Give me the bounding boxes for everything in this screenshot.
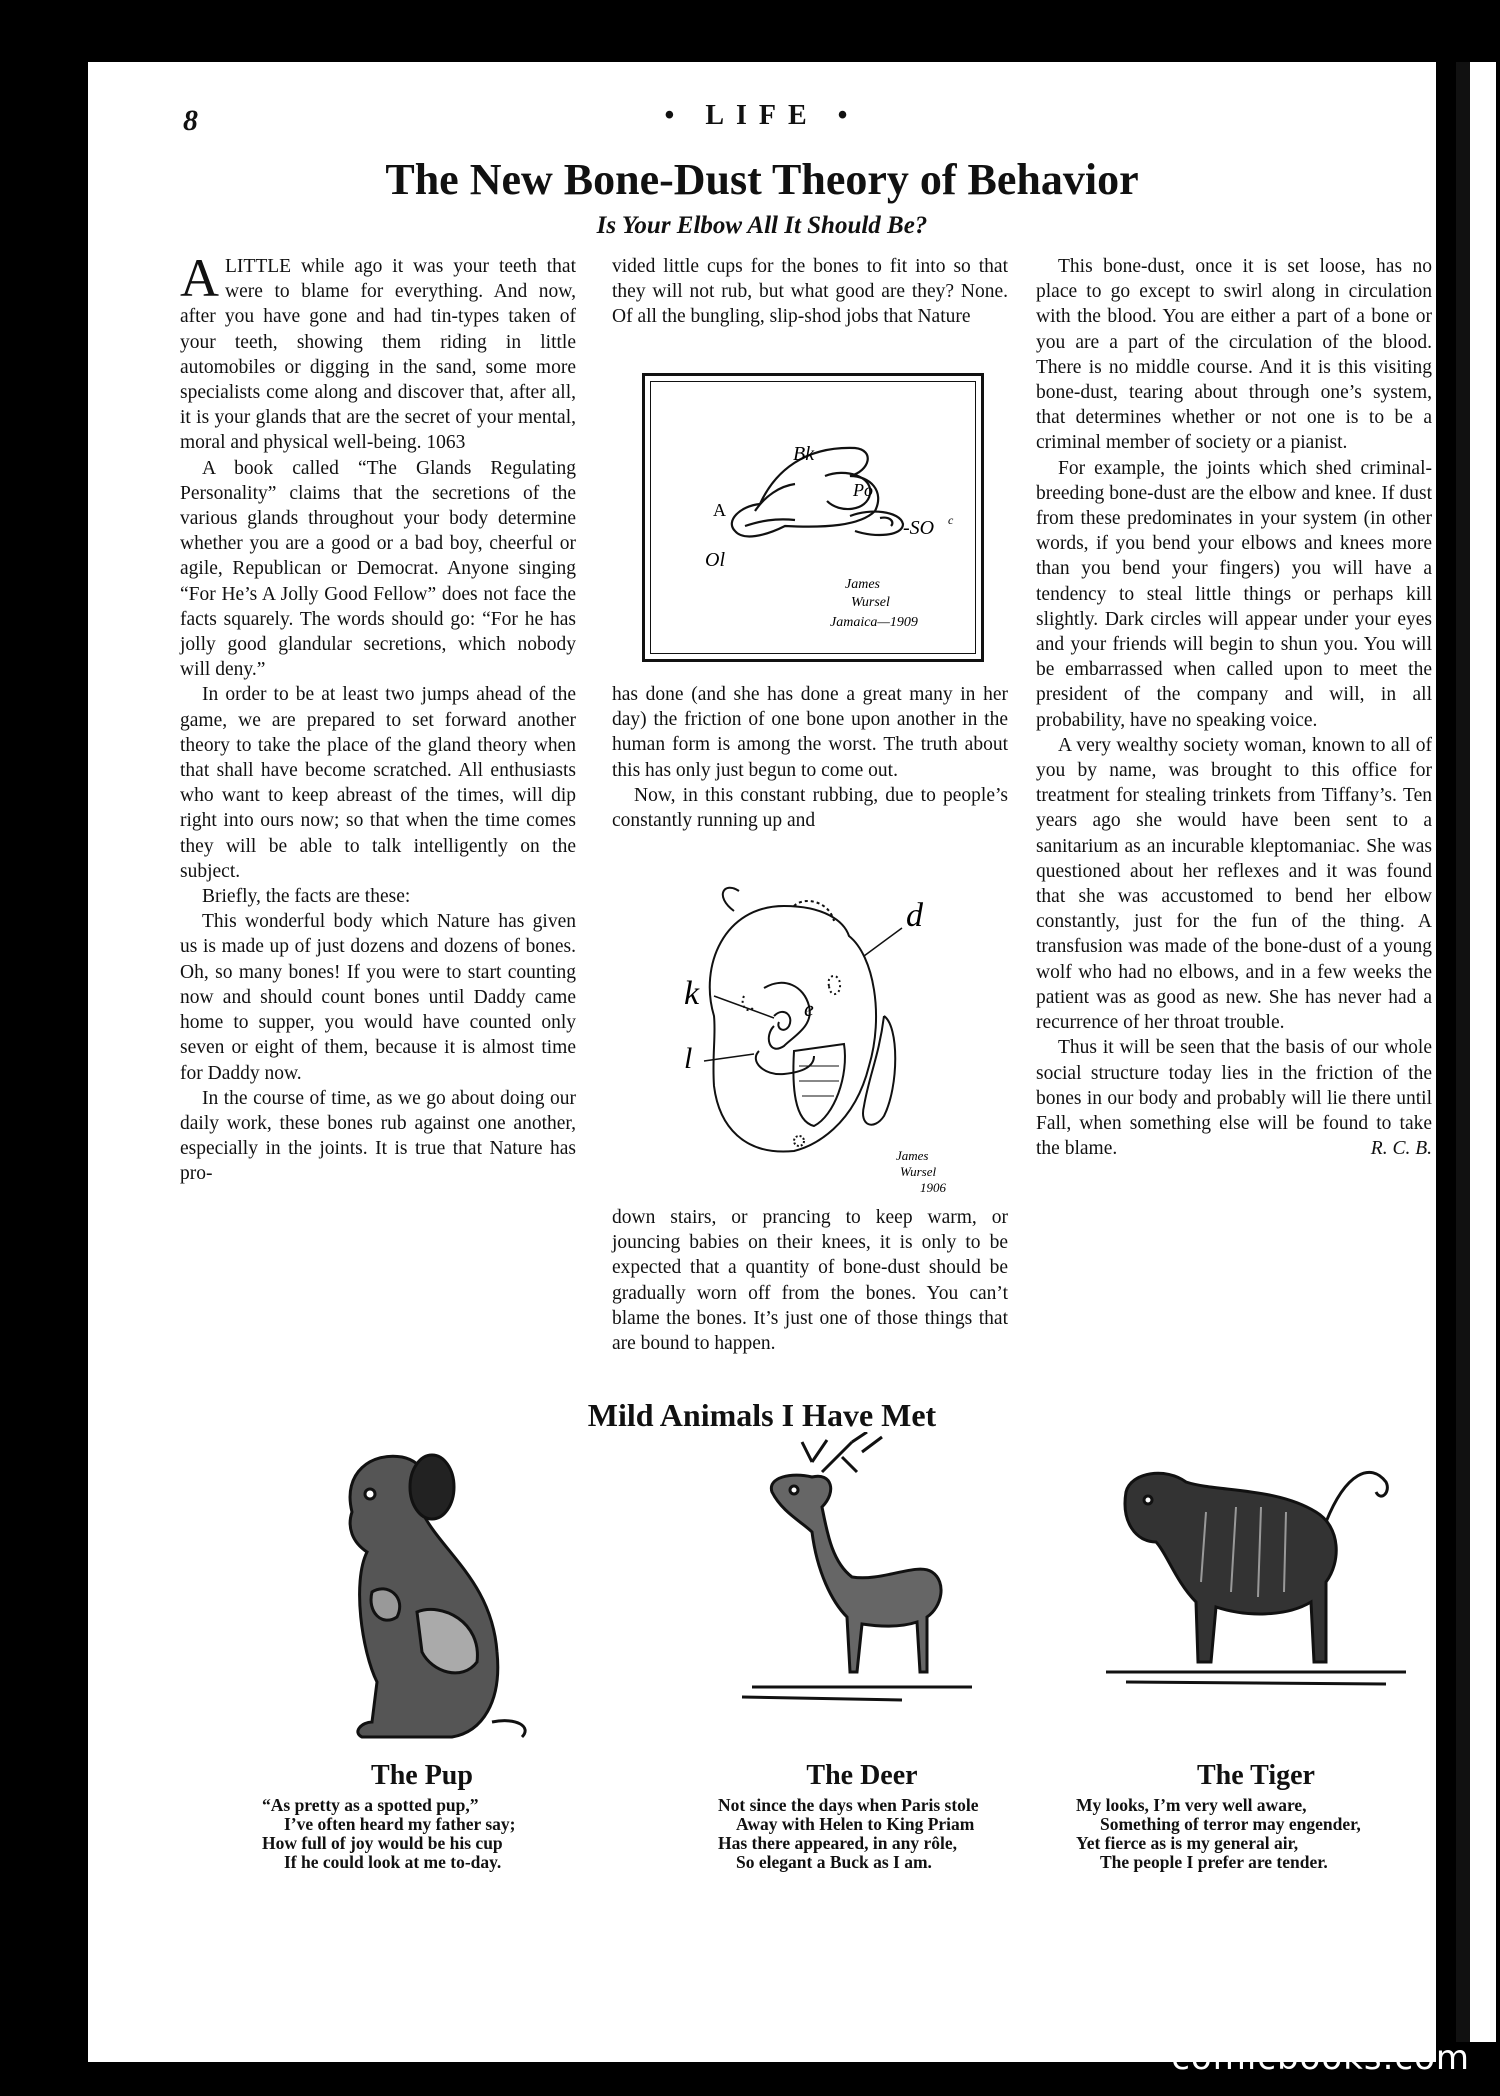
article-subtitle: Is Your Elbow All It Should Be? <box>596 212 928 239</box>
label-k: k <box>684 975 700 1012</box>
label-c: c <box>948 513 954 527</box>
animal-verse: “As pretty as a spotted pup,” I’ve often heard my father say; How full of joy would be his cup If he could look at me to-day. <box>262 1795 516 1872</box>
animal-deer <box>662 1432 1062 1872</box>
paragraph: This wonderful body which Nature has given us is made up of just dozens and dozens of bones. Oh, so many bones! If you were to start counting now and should count bones until Daddy came home to supper, you would have counted only seven or eight of them, because it is almost time for Daddy now. <box>180 911 576 1084</box>
paragraph: has done (and she has done a great many in her day) the friction of one bone upon another in the human form is among the worst. The truth about this has only just begun to come out. <box>612 684 1008 781</box>
credit-line: Wursel <box>851 595 890 610</box>
paragraph: down stairs, or prancing to keep warm, or jouncing babies on their knees, it is only to be expected that a quantity of bone-dust should be gradually worn off from the bones. You can’t blame the bones. It’s just one of those things that are bound to happen. <box>612 1207 1008 1355</box>
credit-line: 1906 <box>920 1180 946 1195</box>
pup-drawing <box>292 1432 552 1752</box>
paragraph: ALITTLE while ago it was your teeth that were to blame for everything. And now, after you have gone and had tin-types taken of your teeth, showing them riding in little automobiles or digging in the sand, some more specialists come along and discover that, after all, it is your glands that are the secret of your mental, moral and physical well-being. 1063 <box>180 248 576 454</box>
article-column-2-top <box>612 254 1008 330</box>
section-title: Mild Animals I Have Met <box>587 1397 937 1433</box>
label-e: e <box>804 996 814 1021</box>
adjacent-page-edge <box>1456 62 1496 2042</box>
drop-cap: A <box>180 248 219 308</box>
paragraph: Briefly, the facts are these: <box>202 886 411 908</box>
paragraph: This bone-dust, once it is set loose, has no place to go except to swirl along in circulation with the blood. You are either a part of a bone or you are a part of the circulation of the blood. There is no middle course. And it is this visiting bone-dust, tearing about through one’s system, that determines whether or not one is to be a criminal member of society or a pianist. <box>1036 256 1432 454</box>
page-number: 8 <box>183 104 198 137</box>
animal-name: The Pup <box>371 1760 473 1791</box>
paragraph: A book called “The Glands Regulating Personality” claims that the secretions of the various glands throughout your body determine whether you are a good or a bad boy, cheerful or agile, Republican or Democrat. Anyone singing “For He’s A Jolly Good Fellow” does not face the facts squarely. The words should go: “For he has jolly good glandular secretions, which nobody will deny.” <box>180 457 576 681</box>
animal-verse: Not since the days when Paris stole Away with Helen to King Priam Has there appeared, in any rôle, So elegant a Buck as I am. <box>718 1795 979 1872</box>
masthead: • LIFE • <box>664 100 860 131</box>
label-ol: Ol <box>705 549 725 571</box>
elbow-bone-sketch <box>645 376 981 659</box>
animal-tiger <box>1056 1432 1456 1872</box>
animal-name: The Tiger <box>1197 1760 1315 1791</box>
label-po: Po <box>853 480 873 500</box>
paragraph: Thus it will be seen that the basis of our whole social structure today lies in the friction of the bones in our body and probably will lie there until Fall, when something else will be found to take the blame. R. C. B. <box>1036 1035 1432 1161</box>
label-a: A <box>713 500 726 520</box>
article-title: The New Bone-Dust Theory of Behavior <box>385 155 1139 204</box>
article-column-3 <box>1036 254 1432 1161</box>
head-diagram-figure <box>644 876 984 1198</box>
label-l: l <box>684 1042 693 1075</box>
paragraph: In the course of time, as we go about doing our daily work, these bones rub against one another, especially in the joints. It is true that Nature has pro- <box>180 1087 576 1185</box>
article-column-2-middle <box>612 682 1008 833</box>
deer-drawing <box>732 1432 992 1752</box>
paragraph: Now, in this constant rubbing, due to people’s constantly running up and <box>612 784 1008 832</box>
label-d: d <box>906 897 923 934</box>
animal-verse: My looks, I’m very well aware, Something of terror may engender, Yet fierce as is my general air, The people I prefer are tender. <box>1076 1795 1361 1872</box>
animal-name: The Deer <box>806 1760 918 1791</box>
magazine-page <box>88 62 1436 2062</box>
tiger-drawing <box>1086 1432 1426 1752</box>
credit-line: James <box>845 577 880 592</box>
paragraph: vided little cups for the bones to fit into so that they will not rub, but what good are they? None. Of all the bungling, slip-shod jobs that Nature <box>612 256 1008 328</box>
paragraph: For example, the joints which shed criminal-breeding bone-dust are the elbow and knee. If dust from these predominates in your system (in other words, if you bend your elbows and knees more than you bend your fingers) you will have a tendency to steal little things or perhaps kill slightly. Dark circles will appear under your eyes and your friends will begin to shun you. You will be embarrassed when called upon to meet the president of the company and will, in all probability, have no speaking voice. <box>1036 457 1432 731</box>
credit-line: Jamaica—1909 <box>830 615 918 630</box>
credit-line: James <box>896 1148 929 1163</box>
label-so: -SO <box>903 517 935 539</box>
watermark: comicbooks.com <box>1171 2038 1470 2078</box>
bone-diagram-figure <box>642 373 984 662</box>
head-sketch <box>644 876 984 1198</box>
paragraph: In order to be at least two jumps ahead of the game, we are prepared to set forward another theory to take the place of the gland theory when that shall have become scratched. All enthusiasts who want to keep abreast of the times, will dip right into ours now; so that when the time comes they will be able to talk intelligently on the subject. <box>180 684 576 882</box>
label-bk: Bk <box>793 443 815 465</box>
credit-line: Wursel <box>900 1164 937 1179</box>
paragraph: A very wealthy society woman, known to all of you by name, was brought to this office for treatment for stealing trinkets from Tiffany’s. Ten years ago she would have been sent to a sanitarium as an incurable kleptomaniac. She was questioned about her reflexes and it was found that she was accustomed to bend her elbow constantly, just for the fun of the thing. A transfusion was made of the bone-dust of a young wolf who had no elbows, and in a few weeks the patient was as good as new. She has never had a recurrence of her throat trouble. <box>1036 734 1432 1034</box>
article-column-1 <box>180 248 576 1187</box>
article-column-2-bottom <box>612 1205 1008 1356</box>
animal-pup <box>222 1432 622 1872</box>
author-signature: R. C. B. <box>1370 1138 1432 1160</box>
